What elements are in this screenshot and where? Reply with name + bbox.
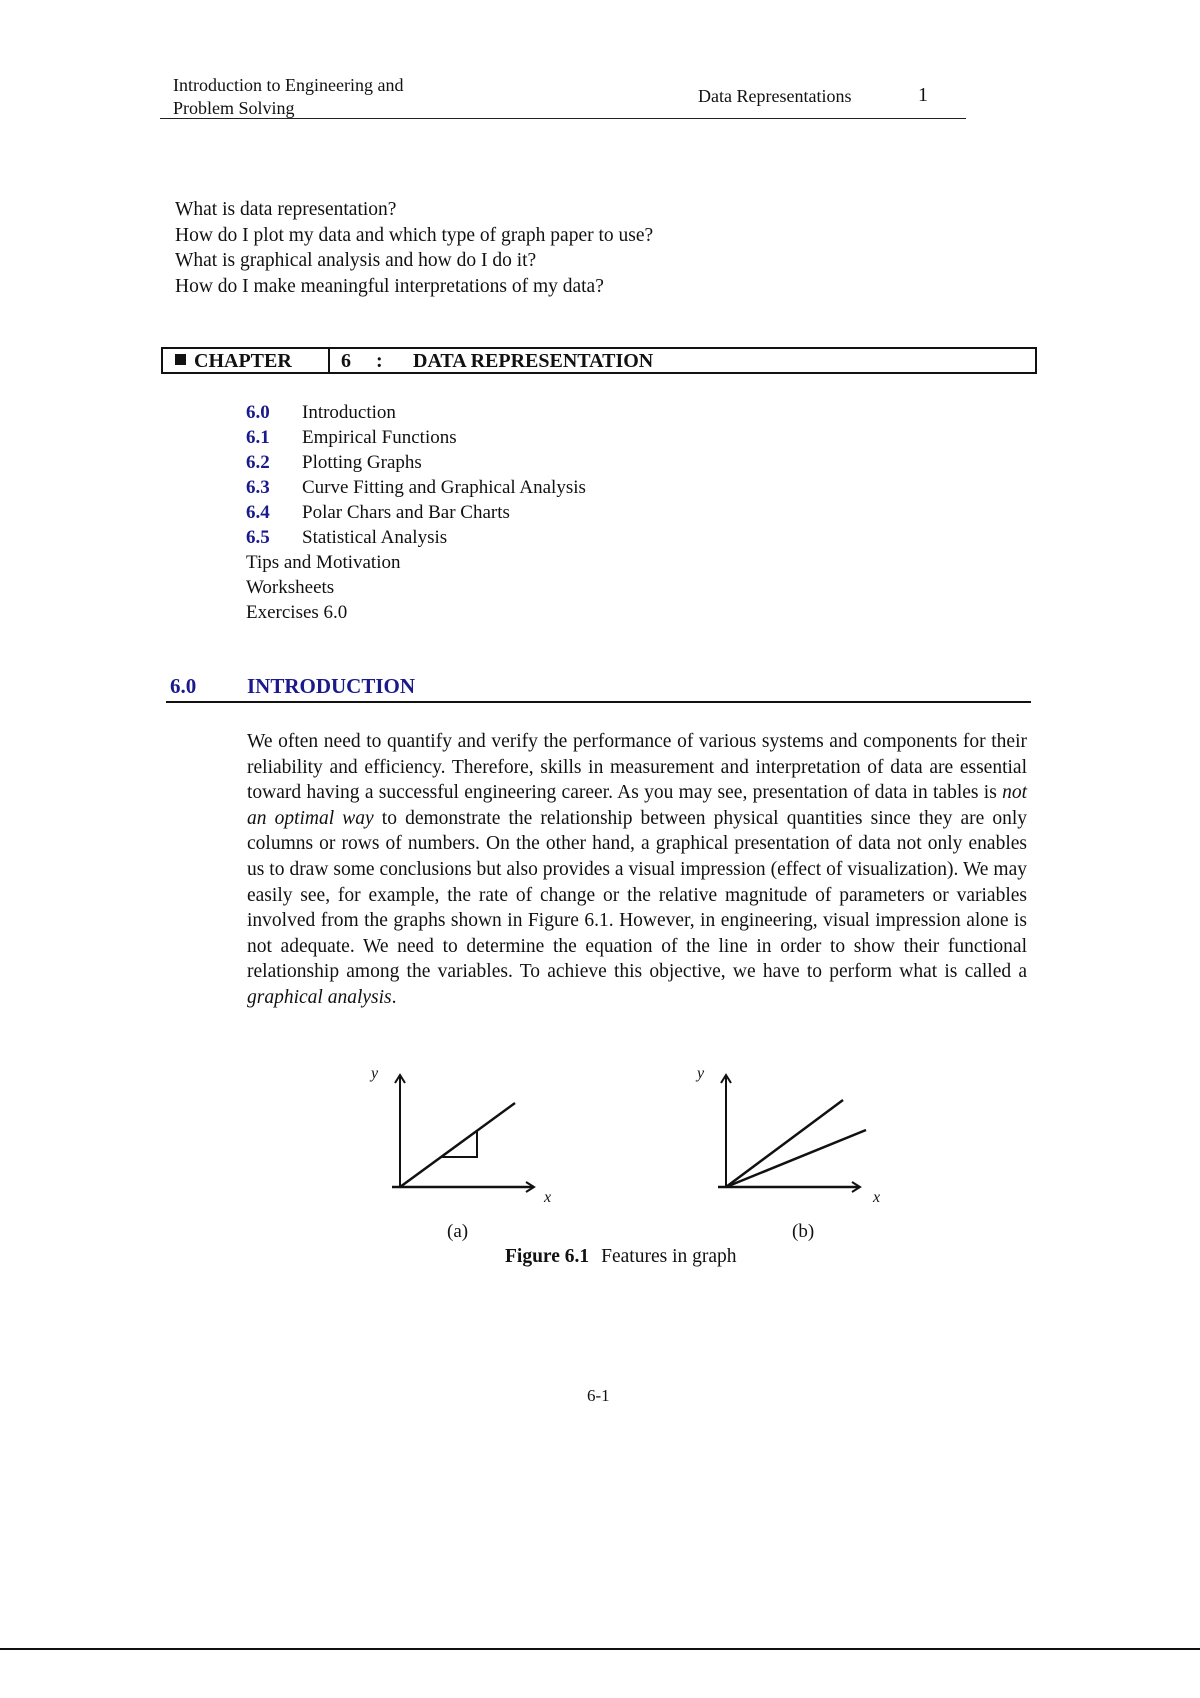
section-title: INTRODUCTION <box>247 674 416 698</box>
axis-x-label: x <box>873 1189 881 1206</box>
book-title-line1: Introduction to Engineering and <box>173 75 404 95</box>
toc-item[interactable]: 6.4 Polar Chars and Bar Charts <box>246 502 510 523</box>
line-series <box>400 1103 515 1187</box>
figure-caption-text: Features in graph <box>601 1246 737 1267</box>
question: What is data representation? <box>175 199 397 220</box>
figure-label: Figure 6.1 <box>505 1246 590 1267</box>
section-rule <box>166 701 1031 703</box>
chapter-label: CHAPTER <box>175 350 292 373</box>
section-number: 6.0 <box>170 674 197 698</box>
figure-b-graph <box>692 1060 881 1210</box>
question: How do I plot my data and which type of graph paper to use? <box>175 224 654 246</box>
chapter-bar-divider <box>328 349 330 372</box>
toc-item[interactable]: 6.3 Curve Fitting and Graphical Analysis <box>246 477 586 498</box>
figure-a-graph <box>366 1060 552 1210</box>
axis-y-label: y <box>371 1065 379 1082</box>
toc-item[interactable]: Tips and Motivation <box>246 552 401 573</box>
book-title-line2: Problem Solving <box>173 98 295 118</box>
page-bottom-rule <box>0 1648 1200 1650</box>
toc-item[interactable]: 6.1 Empirical Functions <box>246 427 457 448</box>
axis-y-label: y <box>697 1065 705 1082</box>
subfigure-b-label: (b) <box>792 1221 815 1242</box>
chapter-bar <box>161 347 1037 374</box>
question: What is graphical analysis and how do I do it? <box>175 250 537 271</box>
axis-x-label: x <box>544 1189 552 1206</box>
toc-item[interactable]: 6.0 Introduction <box>246 402 396 423</box>
toc-item[interactable]: 6.5 Statistical Analysis <box>246 527 448 548</box>
chapter-contents <box>246 400 586 625</box>
header-rule <box>160 118 966 119</box>
toc-item[interactable]: 6.2 Plotting Graphs <box>246 452 422 473</box>
subfigure-a-label: (a) <box>447 1221 469 1242</box>
chapter-questions <box>175 197 653 299</box>
chapter-number: 6 <box>341 350 351 372</box>
toc-item[interactable]: Worksheets <box>246 577 335 598</box>
chapter-separator: : <box>376 350 383 372</box>
toc-item[interactable]: Exercises 6.0 <box>246 602 348 623</box>
emphasis: not an optimal way <box>247 782 1027 829</box>
question: How do I make meaningful interpretations of my data? <box>175 275 604 297</box>
running-header-chapter: Data Representations <box>698 86 852 106</box>
square-bullet-icon <box>175 354 186 365</box>
figure-caption <box>505 1246 737 1268</box>
footer-page-number: 6-1 <box>587 1386 610 1405</box>
line-series-shallow <box>726 1130 866 1187</box>
chapter-title: DATA REPRESENTATION <box>413 350 654 372</box>
line-series-steep <box>726 1100 843 1187</box>
intro-paragraph: We often need to quantify and verify the performance of various systems and components for their reliability and efficiency. Therefore, skills in measurement and interpretation of data are essential toward having a successful engineering career. As you may see, presentation of data in tables is not an optimal way to demonstrate the relationship between physical quantities since they are only columns or rows of numbers. On the other hand, a graphical presentation of data not only enables us to draw some conclusions but also provides a visual impression (effect of visualization). We may easily see, for example, the rate of change or the relative magnitude of parameters or variables involved from the graphs shown in Figure 6.1. However, in engineering, visual impression alone is not adequate. We need to determine the equation of the line in order to show their functional relationship among the variables. To achieve this objective, we have to perform what is called a graphical analysis. <box>247 731 1028 1008</box>
emphasis: graphical analysis <box>247 986 392 1008</box>
header-page-number: 1 <box>918 84 928 106</box>
running-header-book-title <box>173 74 403 120</box>
